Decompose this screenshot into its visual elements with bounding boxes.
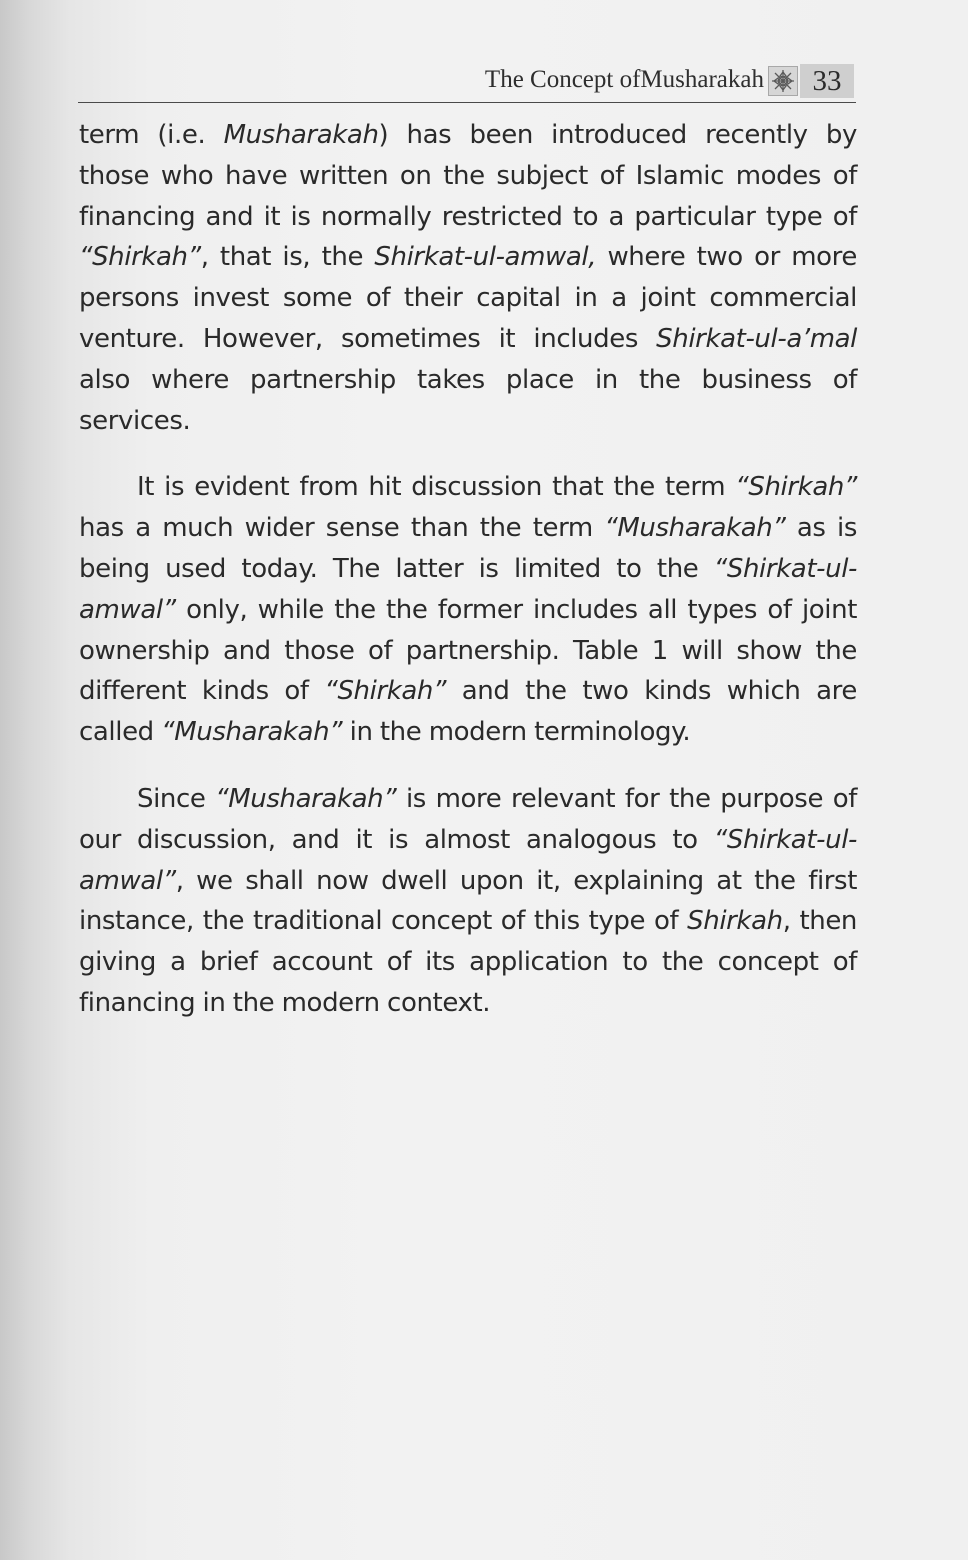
text-run: , we shall now dwell upon it, explaining at the first instance, the traditional concept of this type of [79, 865, 857, 937]
ornament-icon [768, 66, 798, 96]
text-run: , that is, the [200, 242, 375, 273]
body-text [79, 115, 857, 1024]
italic-term: Shirkat-ul-amwal, [374, 242, 597, 273]
italic-term: “Shirkah” [324, 676, 447, 707]
italic-term: “Shirkat-ul-amwal” [79, 824, 857, 896]
text-run: has a much wider sense than the term [79, 513, 605, 544]
text-run: Since [137, 783, 216, 814]
running-title: The Concept ofMusharakah [484, 66, 764, 93]
italic-term: “Shirkah” [79, 242, 201, 273]
text-run: in the modern terminology. [342, 717, 691, 748]
italic-term: “Shirkat-ul-amwal” [79, 553, 857, 625]
text-run: It is evident from hit discussion that the term [137, 472, 736, 503]
italic-term: “Musharakah” [161, 717, 343, 748]
text-run: where two or more persons invest some of their capital in a joint commercial venture. However, sometimes it includes [79, 242, 858, 354]
paragraph [79, 467, 857, 753]
paragraph [79, 115, 857, 441]
text-run: ) has been introduced recently by those who have written on the subject of Islamic modes of financing and it is normally restricted to a particular type of [79, 120, 857, 232]
italic-term: Shirkah [687, 906, 783, 937]
italic-term: “Shirkah” [735, 472, 857, 503]
text-run: only, while the the former includes all types of joint ownership and those of partnership. Table 1 will show the different kinds of [79, 594, 857, 707]
text-run: term (i.e. [79, 120, 224, 150]
italic-term: Musharakah [223, 120, 379, 150]
page-number: 33 [800, 64, 854, 98]
italic-term: “Musharakah” [215, 783, 397, 814]
text-run: is more relevant for the purpose of our discussion, and it is almost analogous to [79, 783, 857, 855]
text-run: as is being used today. The latter is limited to the [79, 513, 857, 584]
paragraph [79, 779, 857, 1024]
text-run: , then giving a brief account of its application to the concept of financing in the modern context. [79, 906, 858, 1018]
page-header [78, 62, 856, 103]
text-run: also where partnership takes place in the business of services. [79, 364, 857, 436]
italic-term: Shirkat-ul-a’mal [656, 323, 857, 354]
text-run: and the two kinds which are called [79, 676, 857, 748]
italic-term: “Musharakah” [604, 513, 786, 544]
